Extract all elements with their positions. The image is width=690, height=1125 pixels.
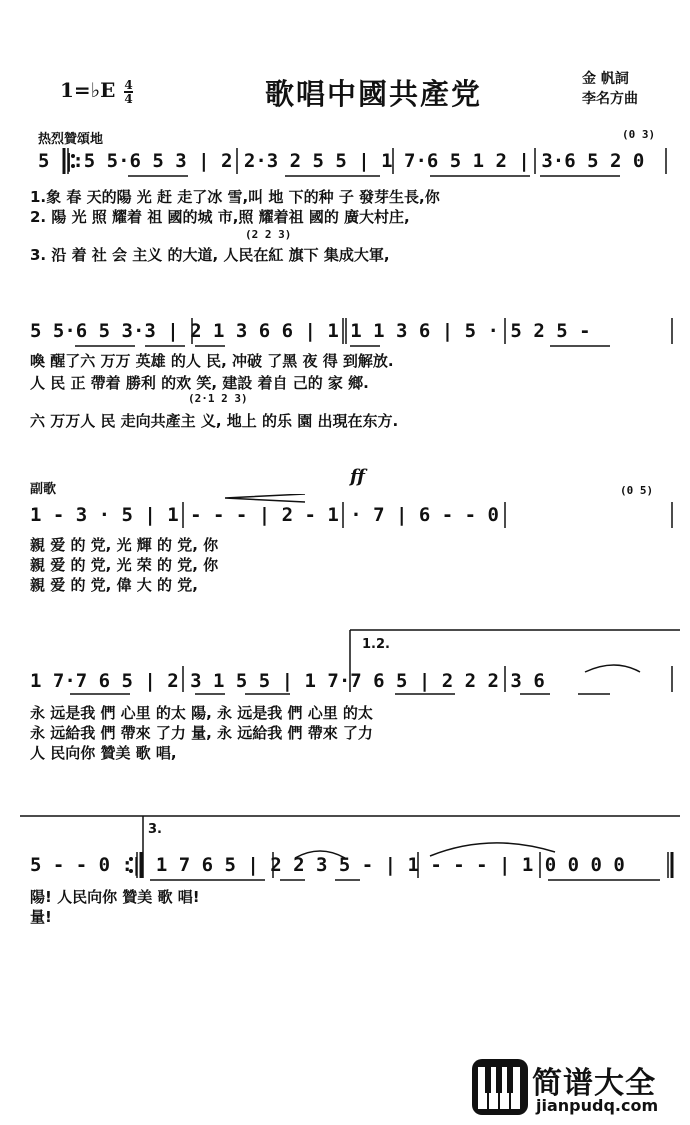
- time-sig-top: 4: [124, 77, 133, 92]
- notes-system-5: 5 - - 0 :‖ 1 7 6 5 | 2 2 3 5 - | 1 - - - | 1 0 0 0 0: [30, 854, 625, 876]
- time-sig-bottom: 4: [124, 91, 133, 106]
- piano-logo-icon: [470, 1057, 530, 1117]
- staff-lines-5: [0, 812, 690, 892]
- pickup-mark-2: (0 5): [620, 484, 654, 497]
- lyrics-3-verse-3: 親 爱 的 党, 偉 大 的 党,: [30, 576, 198, 594]
- key-signature: 1=♭E $\frac{4}{4}$: [60, 77, 133, 106]
- lyrics-2-verse-3: 六 万万人 民 走向共產主 义, 地上 的乐 園 出現在东方.: [30, 412, 399, 430]
- notes-system-1: 5 ‖:5 5·6 5 3 | 2 2·3 2 5 5 | 1 7·6 5 1 2 | 3·6 5 2 0: [38, 150, 645, 172]
- composer: 李名方曲: [582, 91, 638, 107]
- page-title: 歌唱中國共產党: [265, 77, 483, 111]
- volta-1-2: 1.2.: [362, 637, 390, 652]
- dynamic-mark: ff: [350, 466, 365, 487]
- chorus-label: 副歌: [30, 482, 57, 497]
- lyrics-4-verse-2: 永 远給我 們 帶來 了力 量, 永 远給我 們 帶來 了力: [30, 724, 373, 742]
- watermark-url: jianpudq.com: [536, 1096, 659, 1115]
- lyrics-3-verse-2: 親 爱 的 党, 光 荣 的 党, 你: [30, 556, 219, 574]
- notes-system-2: 5 5·6 5 3·3 | 2 1 3 6 6 | 1 1 1 3 6 | 5 · 5 2 5 -: [30, 320, 591, 342]
- lyrics-1-verse-3: 3. 沿 着 社 会 主义 的大道, 人民在紅 旗下 集成大軍,: [30, 246, 390, 264]
- tempo-marking: 热烈贊頌地: [38, 132, 104, 147]
- lyrics-2-verse-1: 喚 醒了六 万万 英雄 的人 民, 冲破 了黑 夜 得 到解放.: [30, 352, 394, 370]
- pickup-mark: (0 3): [622, 128, 656, 141]
- watermark-brand: 简谱大全: [532, 1066, 656, 1101]
- volta-3: 3.: [148, 822, 162, 837]
- lyricist: 金 帆詞: [582, 71, 629, 87]
- grace-notes-1: (2 2 3): [245, 228, 292, 241]
- lyrics-3-verse-1: 親 爱 的 党, 光 輝 的 党, 你: [30, 536, 219, 554]
- lyrics-4-verse-3: 人 民向你 贊美 歌 唱,: [30, 744, 177, 762]
- lyrics-4-verse-1: 永 远是我 們 心里 的太 陽, 永 远是我 們 心里 的太: [30, 704, 373, 722]
- lyrics-1-verse-2: 2. 陽 光 照 耀着 祖 國的城 市,照 耀着祖 國的 廣大村庄,: [30, 208, 410, 226]
- notes-system-4: 1 7·7 6 5 | 2 3 1 5 5 | 1 7·7 6 5 | 2 2 2 3 6: [30, 670, 545, 692]
- lyrics-1-verse-1: 1.象 春 天的陽 光 赶 走了冰 雪,叫 地 下的种 子 發芽生長,你: [30, 188, 440, 206]
- grace-notes-2: (2·1 2 3): [188, 392, 248, 405]
- notes-system-3: 1 - 3 · 5 | 1 - - - | 2 - 1 · 7 | 6 - - 0: [30, 504, 499, 526]
- lyrics-5-verse-1: 陽! 人民向你 贊美 歌 唱!: [30, 888, 200, 906]
- lyrics-2-verse-2: 人 民 正 帶着 勝利 的欢 笑, 建設 着自 己的 家 鄉.: [30, 374, 369, 392]
- lyrics-5-verse-2: 量!: [30, 908, 52, 926]
